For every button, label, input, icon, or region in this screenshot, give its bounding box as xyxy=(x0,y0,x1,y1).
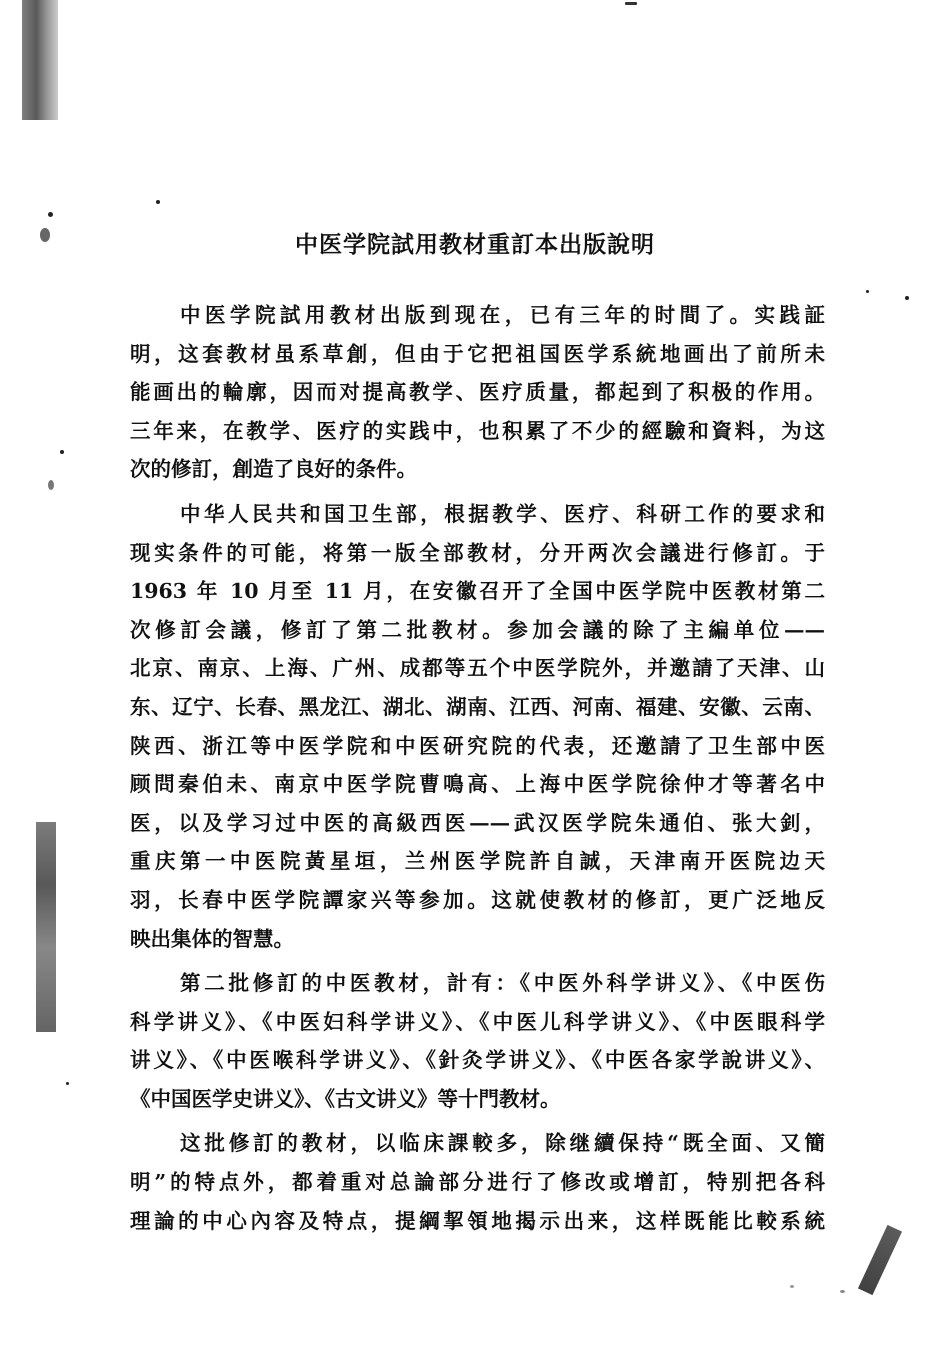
text-line: 东、辽宁、长春、黑龙江、湖北、湖南、江西、河南、福建、安徽、云南、 xyxy=(130,694,825,719)
paragraph xyxy=(130,296,825,489)
scan-speck xyxy=(905,296,909,300)
text-line: 映出集体的智慧。 xyxy=(130,926,294,951)
text-line: 明，这套教材虽系草創，但由于它把祖国医学系統地画出了前所未 xyxy=(130,341,825,366)
text-line: 第二批修訂的中医教材，計有：《中医外科学讲义》、《中医伤 xyxy=(180,971,825,996)
paragraph xyxy=(130,495,825,958)
scan-speck xyxy=(840,1290,845,1293)
scan-speck xyxy=(625,2,637,5)
text-line: 中华人民共和国卫生部，根据教学、医疗、科研工作的要求和 xyxy=(180,501,825,526)
text-line: 羽，长春中医学院譚家兴等参加。这就使教材的修訂，更广泛地反 xyxy=(130,887,825,912)
document-body xyxy=(130,296,825,1240)
scan-smudge xyxy=(22,0,58,120)
scan-smudge xyxy=(36,822,56,1032)
text-line: 《中国医学史讲义》、《古文讲义》等十門教材。 xyxy=(130,1086,561,1111)
scan-speck xyxy=(48,480,54,490)
text-line: 次修訂会議，修訂了第二批教材。参加会議的除了主編单位—— xyxy=(130,617,825,642)
scan-speck xyxy=(790,1285,794,1288)
text-line: 重庆第一中医院黃星垣，兰州医学院許自誠，天津南开医院边天 xyxy=(130,849,825,874)
scan-speck xyxy=(866,290,869,293)
text-line: 1963 年 10 月至 11 月，在安徽召开了全国中医学院中医教材第二 xyxy=(130,579,825,604)
text-line: 次的修訂，創造了良好的条件。 xyxy=(130,457,417,482)
scan-speck xyxy=(66,1082,69,1085)
text-line: 科学讲义》、《中医妇科学讲义》、《中医儿科学讲义》、《中医眼科学 xyxy=(130,1009,825,1034)
text-line: 三年来，在教学、医疗的实践中，也积累了不少的經驗和資料，为这 xyxy=(130,418,825,443)
text-line: 现实条件的可能，将第一版全部教材，分开两次会議进行修訂。于 xyxy=(130,540,825,565)
paragraph xyxy=(130,1124,825,1240)
text-line: 明”的特点外，都着重对总論部分进行了修改或增訂，特别把各科 xyxy=(130,1170,825,1195)
scan-speck xyxy=(48,212,53,217)
text-line: 理論的中心內容及特点，提綱挈領地揭示出来，这样既能比較系統 xyxy=(130,1208,825,1233)
text-line: 讲义》、《中医喉科学讲义》、《針灸学讲义》、《中医各家学說讲义》、 xyxy=(130,1048,825,1073)
text-line: 中医学院試用教材出版到现在，已有三年的时間了。实践証 xyxy=(180,303,825,327)
text-line: 这批修訂的教材，以临床課較多，除继續保持“既全面、又簡 xyxy=(180,1131,825,1156)
scan-speck xyxy=(60,450,64,454)
text-line: 陕西、浙江等中医学院和中医研究院的代表，还邀請了卫生部中医 xyxy=(130,733,825,758)
text-line: 医，以及学习过中医的高級西医——武汉医学院朱通伯、张大釗， xyxy=(130,810,825,835)
text-line: 顾問秦伯未、南京中医学院曹鳴高、上海中医学院徐仲才等著名中 xyxy=(130,772,825,797)
document-title: 中医学院試用教材重訂本出版說明 xyxy=(295,232,655,258)
scan-smudge xyxy=(858,1225,902,1295)
text-line: 北京、南京、上海、广州、成都等五个中医学院外，并邀請了天津、山 xyxy=(130,656,825,681)
scan-speck xyxy=(156,200,160,204)
paragraph xyxy=(130,964,825,1118)
text-line: 能画出的輪廓，因而对提高教学、医疗质量，都起到了积极的作用。 xyxy=(130,380,825,405)
